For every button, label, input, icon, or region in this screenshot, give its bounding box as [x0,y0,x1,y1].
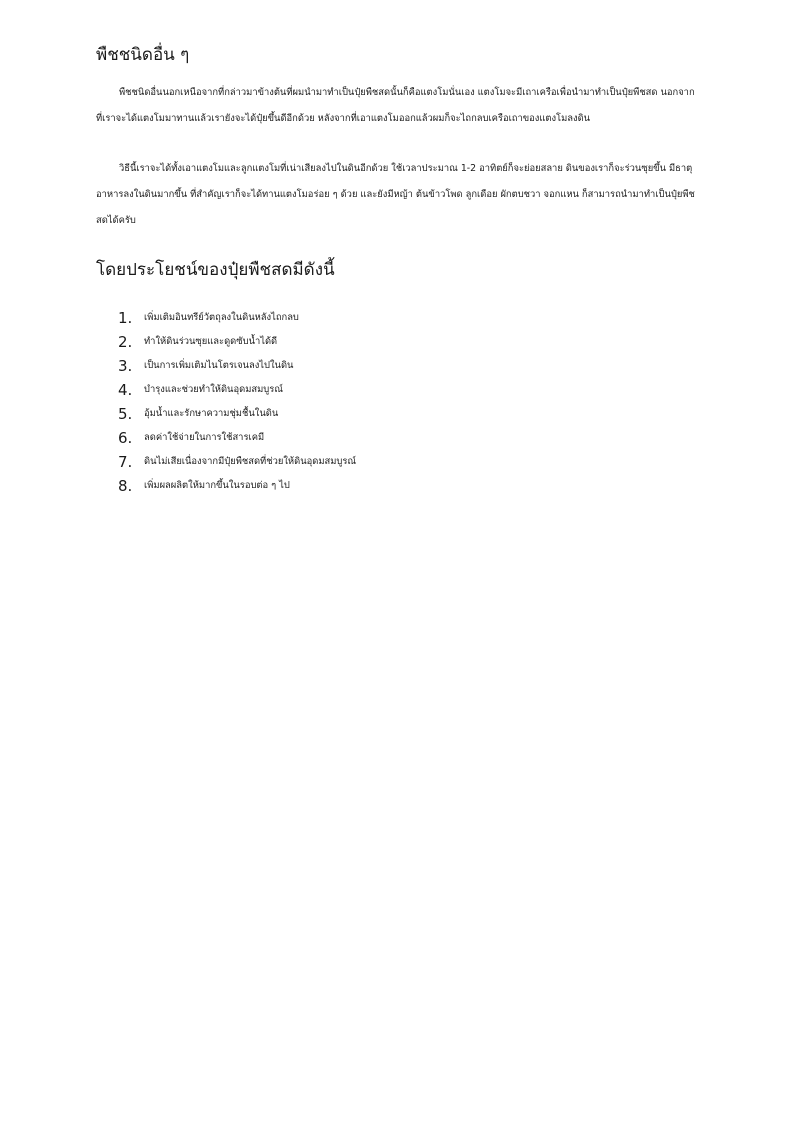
list-item [118,330,356,354]
list-item-number: 3. [118,357,133,375]
list-item [118,378,356,402]
list-item-text: เพิ่มเติมอินทรีย์วัตถุลงในดินหลังไถกลบ [144,312,299,323]
list-item-number: 7. [118,453,133,471]
list-item-text: ลดค่าใช้จ่ายในการใช้สารเคมี [144,432,265,443]
list-item-number: 1. [118,309,133,327]
list-item-text: เพิ่มผลผลิตให้มากขึ้นในรอบต่อ ๆ ไป [144,480,290,491]
list-item [118,402,356,426]
list-item [118,426,356,450]
paragraph-watermelon-method: วิธีนี้เราจะได้ทั้งเอาแตงโมและลูกแตงโมที่เน่าเสียลงไปในดินอีกด้วย ใช้เวลาประมาณ 1-2 อาทิตย์ก็จะย่อยสลาย ดินของเราก็จะร่วนซุยขึ้น มีธาตุอาหารลงในดินมากขึ้น ที่สำคัญเราก็จะได้ทานแตงโมอร่อย ๆ ด้วย และยังมีหญ้า ต้นข้าวโพด ลูกเดือย ผักตบชวา จอกแหน ก็สามารถนำมาทำเป็นปุ๋ยพืชสดได้ครับ [96,163,695,226]
list-item-number: 4. [118,381,133,399]
list-item-number: 5. [118,405,133,423]
list-item-number: 8. [118,477,133,495]
list-item-number: 2. [118,333,133,351]
benefits-list [118,306,356,498]
section-heading-benefits: โดยประโยชน์ของปุ๋ยพืชสดมีดังนี้ [96,260,335,280]
list-item-text: บำรุงและช่วยทำให้ดินอุดมสมบูรณ์ [144,384,283,395]
list-item-text: อุ้มน้ำและรักษาความชุ่มชื้นในดิน [144,408,279,419]
list-item [118,450,356,474]
list-item-text: ดินไม่เสียเนื่องจากมีปุ๋ยพืชสดที่ช่วยให้ดินอุดมสมบูรณ์ [144,456,357,467]
paragraph-watermelon-intro: พืชชนิดอื่นนอกเหนือจากที่กล่าวมาข้างต้นที่ผมนำมาทำเป็นปุ๋ยพืชสดนั้นก็คือแตงโมนั่นเอง แตงโมจะมีเถาเครือเพื่อนำมาทำเป็นปุ๋ยพืชสด นอกจากที่เราจะได้แตงโมมาทานแล้วเรายังจะได้ปุ๋ยขึ้นดีอีกด้วย หลังจากที่เอาแตงโมออกแล้วผมก็จะไถกลบเครือเถาของแตงโมลงดิน [96,87,695,124]
list-item-text: เป็นการเพิ่มเติมไนโตรเจนลงไปในดิน [144,360,294,371]
list-item-number: 6. [118,429,133,447]
list-item [118,474,356,498]
list-item [118,306,356,330]
section-heading-other-plants: พืชชนิดอื่น ๆ [96,45,190,65]
list-item-text: ทำให้ดินร่วนซุยและดูดซับน้ำได้ดี [144,336,278,347]
list-item [118,354,356,378]
